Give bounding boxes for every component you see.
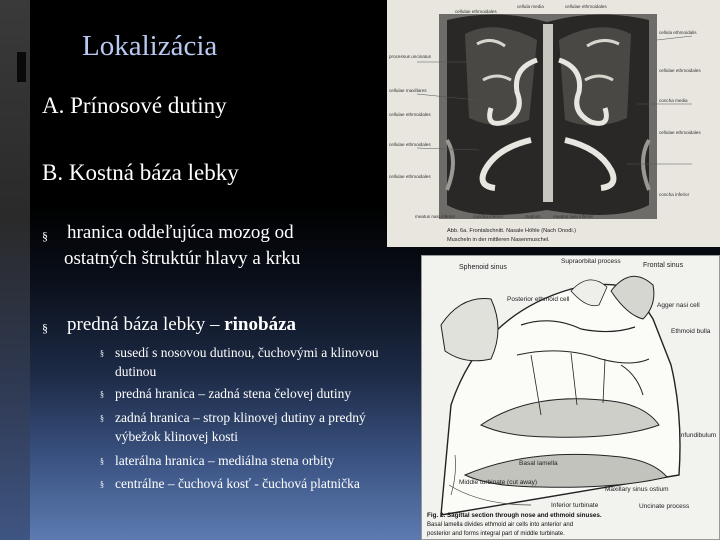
label-bottom-3: Septum	[525, 214, 541, 219]
heading-b: B. Kostná báza lebky	[42, 160, 239, 185]
sub-bullet-marker: §	[100, 414, 104, 423]
label-bottom-4: meatus nasi inferior	[553, 214, 594, 219]
caption-bottom-line-1: Fig. 2. Sagittal section through nose and ethmoid sinuses.	[427, 512, 602, 519]
slide-title: Lokalizácia	[82, 30, 218, 62]
bullet-1-line-2: ostatných štruktúr hlavy a krku	[64, 248, 301, 269]
label-left-4: cellulae ethmoidales	[389, 142, 431, 147]
coronal-section-drawing	[387, 0, 720, 247]
label-posterior-ethmoid-cell: Posterior ethmoid cell	[507, 296, 570, 303]
sub-bullet-1	[100, 343, 415, 381]
label-agger-nasi-cell: Agger nasi cell	[657, 302, 700, 309]
sub-bullet-3-line-1: zadná hranica – strop klinovej dutiny a predný	[115, 410, 366, 425]
title-accent-mark	[17, 52, 26, 82]
label-top-2: cellula media	[517, 4, 544, 9]
label-right-5: concha inferior	[659, 192, 690, 197]
sub-bullet-5-line-1: centrálne – čuchová kosť - čuchová platnička	[115, 476, 360, 491]
label-bottom-1: meatus nasi inferior	[415, 214, 456, 219]
label-basal-lamella: Basal lamella	[519, 460, 558, 467]
sagittal-section-figure	[421, 255, 720, 540]
sagittal-section-drawing	[421, 255, 720, 540]
caption-bottom-line-3: posterior and forms integral part of middle turbinate.	[427, 531, 565, 537]
label-left-3: cellulae ethmoidales	[389, 112, 431, 117]
label-right-2: cellulae ethmoidales	[659, 68, 701, 73]
sub-bullet-1-line-1: susedí s nosovou dutinou, čuchovými a klinovou	[115, 345, 379, 360]
bullet-marker: §	[42, 229, 48, 243]
caption-top-line-1: Abb. 6a. Frontalschnitt. Nasale Höhle (Nach Onodi.)	[447, 228, 577, 234]
label-inferior-turbinate: Inferior turbinate	[551, 502, 599, 509]
bullet-2	[42, 312, 372, 338]
bullet-2-lead: predná báza lebky –	[67, 314, 225, 335]
sub-bullet-marker: §	[100, 480, 104, 489]
label-right-1: cellula ethmoidalis	[659, 30, 697, 35]
sub-bullet-4	[100, 451, 415, 470]
label-uncinate-process: Uncinate process	[639, 503, 690, 510]
label-sphenoid-sinus: Sphenoid sinus	[459, 264, 507, 271]
label-middle-turbinate: Middle turbinate (cut away)	[459, 479, 538, 486]
sub-bullet-2	[100, 384, 415, 403]
bullet-2-bold: rinobáza	[224, 314, 296, 335]
bullet-1-line-1: hranica oddeľujúca mozog od	[67, 222, 294, 243]
bullet-marker: §	[42, 321, 48, 335]
label-maxillary-sinus-ostium: Maxillary sinus ostium	[605, 486, 669, 493]
sub-bullet-3	[100, 408, 415, 446]
caption-top-line-2: Muscheln in der mittleren Nasenmuschel.	[447, 237, 550, 243]
bullet-1	[42, 220, 372, 272]
label-top-1: cellulae ethmoidales	[455, 9, 497, 14]
label-right-3: concha media	[659, 98, 688, 103]
sub-bullet-5	[100, 474, 415, 493]
caption-bottom-line-2: Basal lamella divides ethmoid air cells into anterior and	[427, 522, 574, 528]
label-frontal-sinus: Frontal sinus	[643, 262, 684, 269]
label-left-1: processus uncinatus	[389, 54, 431, 59]
coronal-section-figure	[387, 0, 720, 247]
bullet-2-text	[42, 312, 372, 338]
sub-bullet-1-line-2: dutinou	[115, 364, 157, 379]
label-right-4: cellulae ethmoidales	[659, 130, 701, 135]
label-infundibulum: Infundibulum	[679, 432, 717, 439]
sub-bullet-3-line-2: výbežok klinovej kosti	[115, 429, 238, 444]
heading-a: A. Prínosové dutiny	[42, 93, 227, 118]
sub-bullet-2-line-1: predná hranica – zadná stena čelovej dutiny	[115, 386, 352, 401]
label-left-5: cellulae ethmoidales	[389, 174, 431, 179]
sub-bullet-marker: §	[100, 390, 104, 399]
sub-bullet-4-line-1: laterálna hranica – mediálna stena orbity	[115, 453, 335, 468]
label-supraorbital-process: Supraorbital process	[561, 258, 621, 265]
label-bottom-2: concha inferior	[473, 214, 504, 219]
label-ethmoid-bulla: Ethmoid bulla	[671, 328, 711, 335]
sub-bullet-marker: §	[100, 457, 104, 466]
sub-bullet-marker: §	[100, 349, 104, 358]
label-left-2: cellulae maxillares	[389, 88, 427, 93]
label-top-3: cellulae ethmoidales	[565, 4, 607, 9]
